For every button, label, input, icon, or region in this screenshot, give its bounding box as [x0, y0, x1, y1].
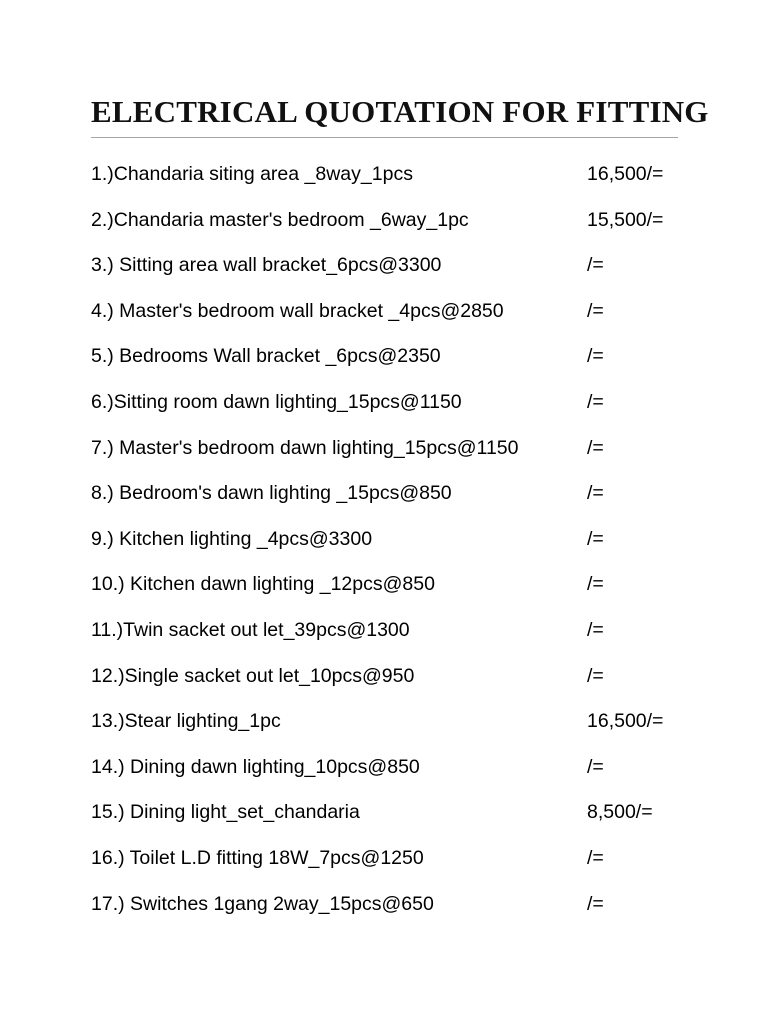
quotation-item [91, 705, 691, 751]
quotation-item [91, 204, 691, 250]
item-price: /= [587, 664, 604, 687]
item-price: /= [587, 482, 604, 505]
item-description: 17.) Switches 1gang 2way_15pcs@650 [91, 892, 434, 915]
quotation-item [91, 386, 691, 432]
item-description: 10.) Kitchen dawn lighting _12pcs@850 [91, 573, 435, 596]
item-price: /= [587, 527, 604, 550]
item-price: 16,500/= [587, 710, 664, 733]
item-description: 1.)Chandaria siting area _8way_1pcs [91, 163, 413, 185]
quotation-item [91, 158, 691, 204]
item-description: 16.) Toilet L.D fitting 18W_7pcs@1250 [91, 846, 424, 869]
item-price: /= [587, 846, 604, 869]
quotation-item [91, 477, 691, 523]
item-description: 9.) Kitchen lighting _4pcs@3300 [91, 527, 373, 550]
document-title: ELECTRICAL QUOTATION FOR FITTING [91, 94, 709, 129]
item-description: 13.)Stear lighting_1pc [91, 710, 281, 733]
item-price: /= [587, 345, 604, 368]
item-price: /= [587, 573, 604, 596]
quotation-item [91, 568, 691, 614]
item-price: /= [587, 254, 604, 277]
quotation-item [91, 523, 691, 569]
item-price: /= [587, 299, 604, 322]
item-description: 14.) Dining dawn lighting_10pcs@850 [91, 755, 420, 778]
item-price: /= [587, 755, 604, 778]
quotation-item [91, 249, 691, 295]
item-description: 7.) Master's bedroom dawn lighting_15pcs@1150 [91, 436, 519, 459]
quotation-item [91, 796, 691, 842]
item-description: 5.) Bedrooms Wall bracket _6pcs@2350 [91, 345, 441, 368]
item-description: 15.) Dining light_set_chandaria [91, 801, 360, 824]
item-price: /= [587, 390, 604, 413]
quotation-item [91, 888, 691, 934]
item-description: 8.) Bedroom's dawn lighting _15pcs@850 [91, 482, 452, 505]
item-price: 16,500/= [587, 163, 664, 185]
item-price: 8,500/= [587, 801, 653, 824]
item-description: 4.) Master's bedroom wall bracket _4pcs@2850 [91, 299, 504, 322]
item-description: 12.)Single sacket out let_10pcs@950 [91, 664, 415, 687]
quotation-item [91, 432, 691, 478]
quotation-item [91, 614, 691, 660]
title-underline [91, 137, 678, 138]
item-price: 15,500/= [587, 208, 664, 231]
quotation-item [91, 340, 691, 386]
item-description: 11.)Twin sacket out let_39pcs@1300 [91, 618, 410, 641]
quotation-item [91, 842, 691, 888]
quotation-list [91, 158, 691, 933]
item-description: 3.) Sitting area wall bracket_6pcs@3300 [91, 254, 442, 277]
item-price: /= [587, 892, 604, 915]
quotation-item [91, 660, 691, 706]
item-description: 2.)Chandaria master's bedroom _6way_1pc [91, 208, 469, 231]
item-price: /= [587, 436, 604, 459]
quotation-item [91, 295, 691, 341]
quotation-item [91, 751, 691, 797]
item-description: 6.)Sitting room dawn lighting_15pcs@1150 [91, 390, 462, 413]
item-price: /= [587, 618, 604, 641]
